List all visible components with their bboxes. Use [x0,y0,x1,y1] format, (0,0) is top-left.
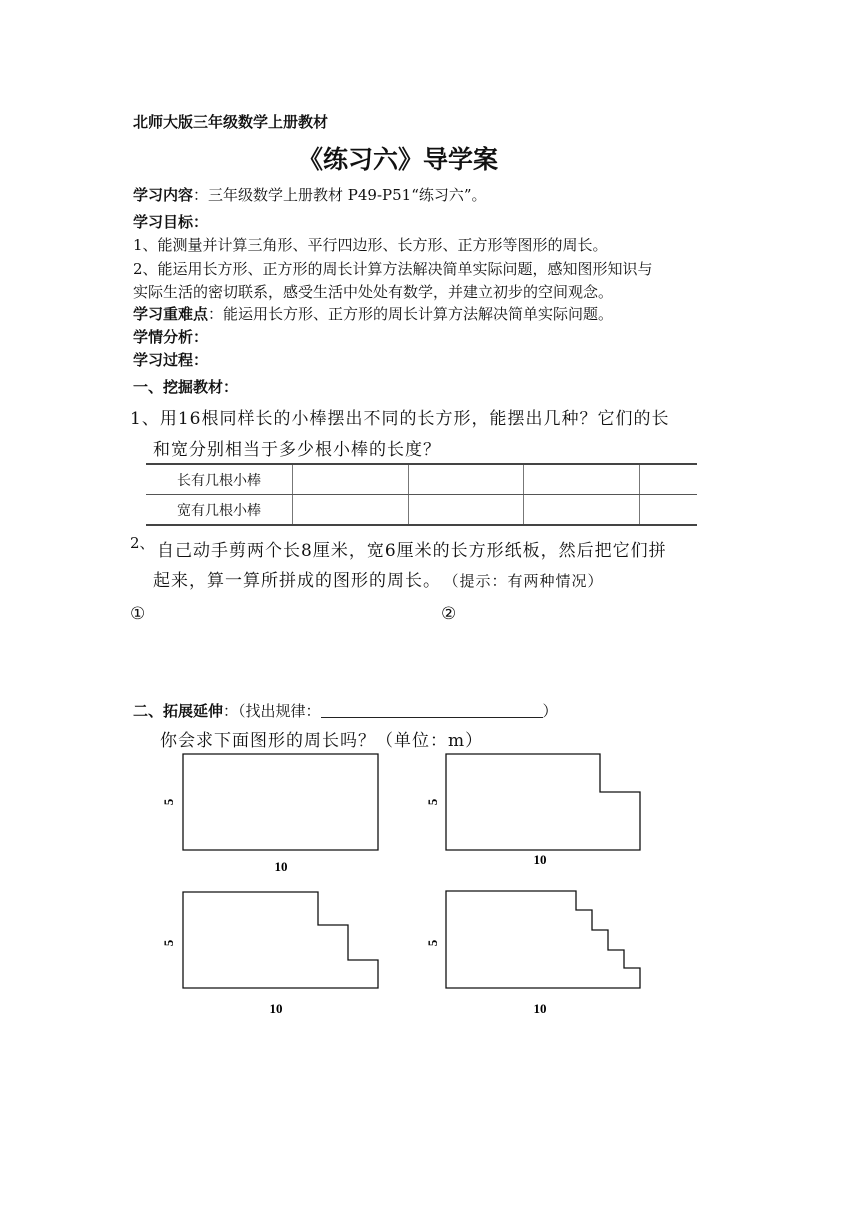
analysis-label: 学情分析： [133,328,209,346]
section1-heading: 一、挖掘教材： [133,378,239,396]
goal-item-1: 1、能测量并计算三角形、平行四边形、长方形、正方形等图形的周长。 [133,236,608,254]
figure-4-height-label: 5 [425,939,440,947]
figure-1-width-label: 10 [274,859,288,874]
figure-two-steps [183,892,378,988]
q1-text: 用16根同样长的小棒摆出不同的长方形，能摆出几种？它们的长 [159,409,670,429]
learning-content-text: ：三年级数学上册教材 P49-P51“练习六”。 [193,186,487,204]
goals-label: 学习目标： [133,213,209,231]
q2-hint: （提示：有两种情况） [451,572,604,590]
answer-marker-2: ② [441,604,457,624]
page-title: 《练习六》导学案 [298,145,499,174]
figure-3-width-label: 10 [269,1001,283,1016]
q2-line1: 自己动手剪两个长8厘米，宽6厘米的长方形纸板，然后把它们拼 [157,541,667,561]
figure-2-height-label: 5 [425,798,440,806]
goal-item-2-cont: 实际生活的密切联系，感受生活中处处有数学，并建立初步的空间观念。 [133,283,614,301]
q2-line2-text: 起来，算一算所拼成的图形的周长。 [153,571,441,591]
key-points-label: 学习重难点 [133,305,209,323]
section2-heading: 二、拓展延伸 [133,702,224,720]
answer-marker-1: ① [130,604,146,624]
find-rule-close: ） [542,702,558,720]
figure-rectangle [183,754,378,850]
q2-number: 2、 [130,534,155,552]
q1-number: 1、 [130,409,160,429]
key-points-text: ：能运用长方形、正方形的周长计算方法解决简单实际问题。 [208,305,614,323]
figure-1-height-label: 5 [161,798,176,806]
row-label-length: 长有几根小棒 [146,464,293,495]
figure-staircase [446,891,640,988]
goal-item-2: 2、能运用长方形、正方形的周长计算方法解决简单实际问题，感知图形知识与 [133,260,653,278]
source-line: 北师大版三年级数学上册教材 [133,113,329,131]
learning-content-label: 学习内容 [133,186,194,204]
figure-4-width-label: 10 [533,1001,547,1016]
figure-one-step [446,754,640,850]
figure-2-width-label: 10 [533,852,547,867]
section2-question: 你会求下面图形的周长吗？（单位：m） [160,731,484,751]
figure-3-height-label: 5 [161,939,176,947]
q1-line2: 和宽分别相当于多少根小棒的长度？ [153,440,441,460]
row-label-width: 宽有几根小棒 [146,495,293,526]
process-label: 学习过程： [133,351,209,369]
find-rule-label: ：（找出规律： [223,702,321,720]
